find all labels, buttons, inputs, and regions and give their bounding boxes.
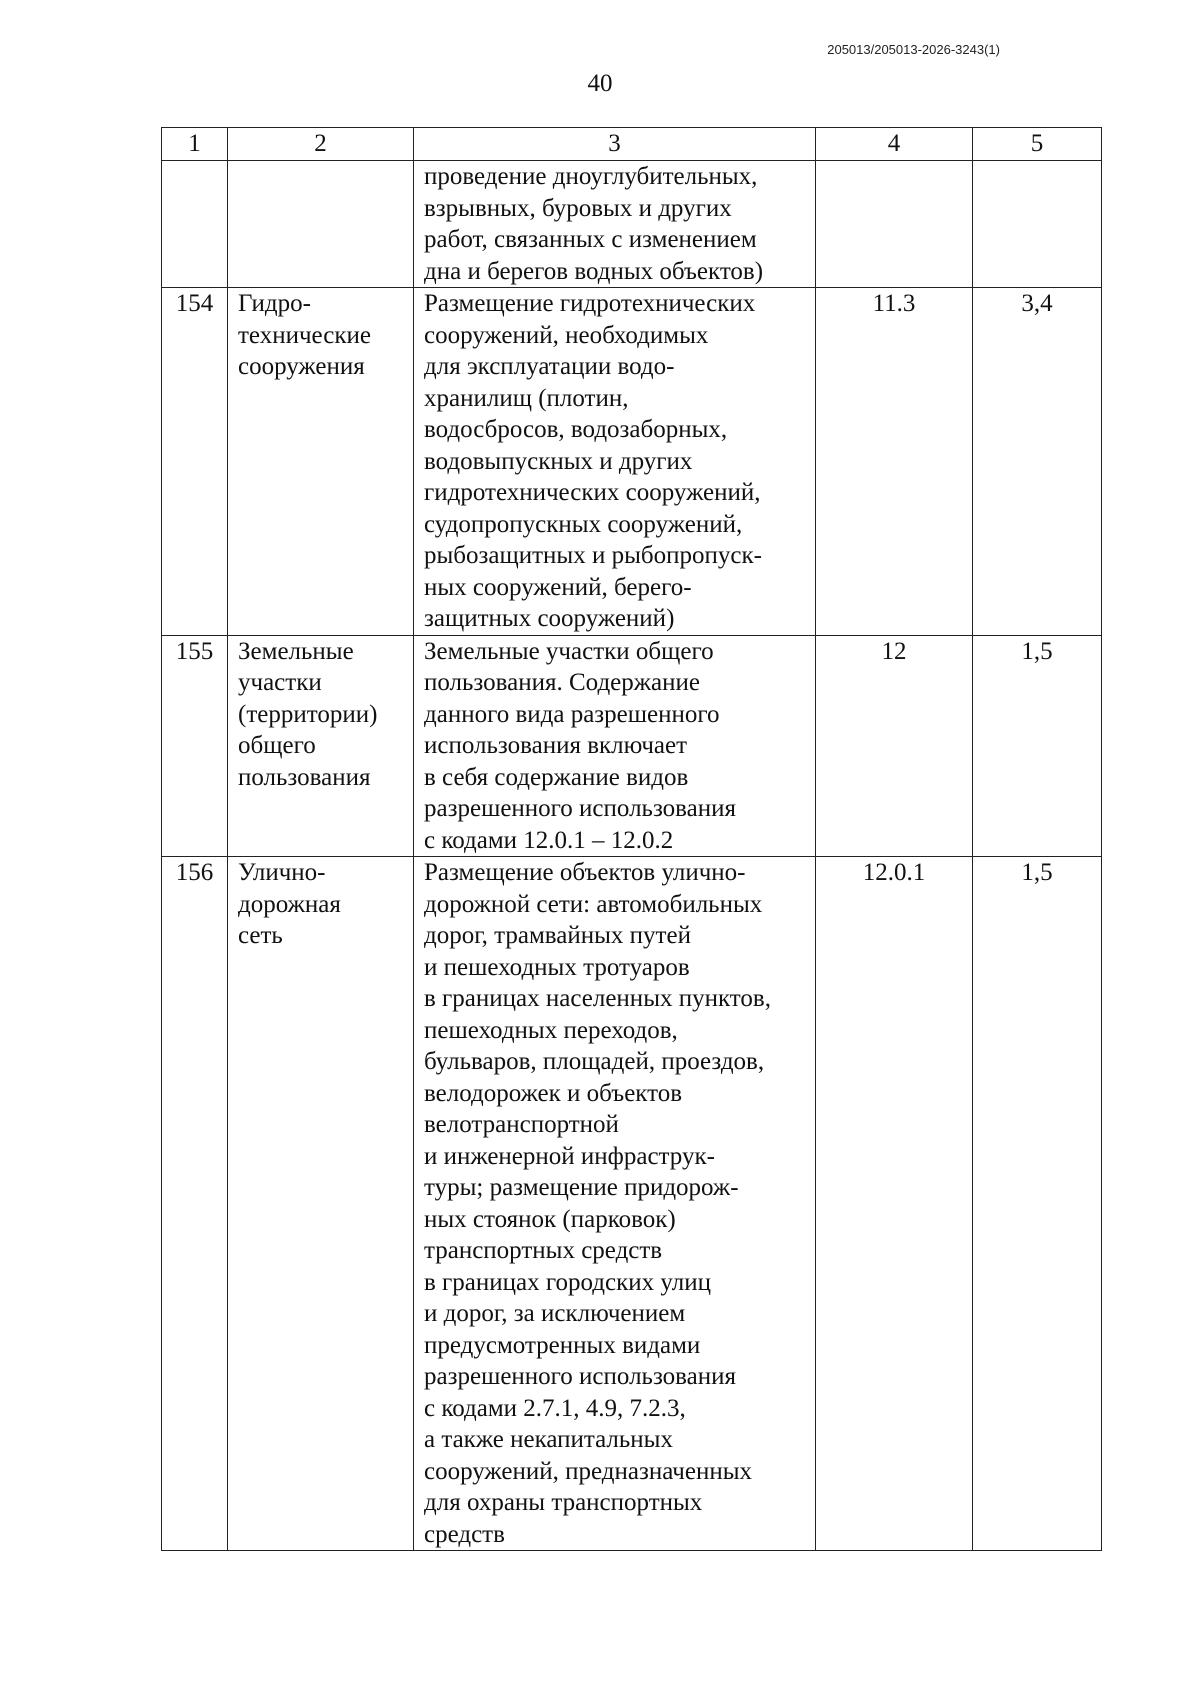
land-use-name-line: Земельные: [238, 637, 354, 665]
description-line: для охраны транспортных: [424, 1489, 703, 1516]
header-col-3: 3: [414, 128, 816, 161]
description-line: и дорог, за исключением: [424, 1300, 686, 1327]
parameter-value: 1,5: [973, 635, 1102, 857]
land-use-description: [414, 161, 816, 288]
land-use-description: [414, 857, 816, 1551]
table-row: [162, 635, 1102, 857]
description-line: Размещение объектов улично-: [424, 859, 746, 886]
description-line: предусмотренных видами: [424, 1331, 701, 1359]
description-line: велотранспортной: [424, 1111, 619, 1138]
table-row: [162, 288, 1102, 636]
description-line: для эксплуатации водо-: [424, 353, 675, 380]
description-line: водовыпускных и других: [424, 447, 693, 475]
page-number: 40: [587, 70, 613, 97]
description-line: Земельные участки общего: [424, 637, 714, 665]
description-line: сооружений, предназначенных: [424, 1457, 753, 1485]
table-header-row: [162, 128, 1102, 161]
parameter-value: 1,5: [973, 857, 1102, 1551]
description-line: средств: [424, 1520, 505, 1548]
parameter-value: 3,4: [973, 288, 1102, 636]
land-use-name: [228, 857, 414, 1551]
description-line: хранилищ (плотин,: [424, 384, 629, 412]
header-col-5: 5: [973, 128, 1102, 161]
description-line: разрешенного использования: [424, 1363, 737, 1390]
description-line: проведение дноуглубительных,: [424, 163, 758, 190]
land-use-name-line: пользования: [238, 763, 371, 791]
description-line: работ, связанных с изменением: [424, 226, 757, 253]
row-number: 155: [162, 635, 228, 857]
land-use-name: [228, 635, 414, 857]
description-line: в себя содержание видов: [424, 763, 689, 791]
description-line: и пешеходных тротуаров: [424, 953, 690, 981]
description-line: дорожной сети: автомобильных: [424, 890, 763, 918]
document-id: 205013/205013-2026-3243(1): [827, 42, 1000, 57]
description-line: пешеходных переходов,: [424, 1016, 678, 1044]
description-line: транспортных средств: [424, 1237, 663, 1264]
land-use-table: [161, 127, 1102, 1551]
land-use-name-line: (территории): [238, 700, 378, 728]
land-use-name: [228, 161, 414, 288]
table-row: [162, 161, 1102, 288]
land-use-name: [228, 288, 414, 636]
classifier-code: 12: [816, 635, 973, 857]
description-line: ных сооружений, берего-: [424, 573, 692, 601]
description-line: судопропускных сооружений,: [424, 510, 743, 538]
land-use-name-line: Улично-: [238, 859, 326, 886]
header-col-1: 1: [162, 128, 228, 161]
description-line: в границах населенных пунктов,: [424, 985, 771, 1012]
description-line: данного вида разрешенного: [424, 700, 720, 728]
description-line: использования включает: [424, 732, 688, 759]
description-line: и инженерной инфраструк-: [424, 1142, 715, 1170]
description-line: туры; размещение придорож-: [424, 1174, 739, 1201]
land-use-name-line: сеть: [238, 922, 283, 949]
classifier-code: 11.3: [816, 288, 973, 636]
parameter-value: [973, 161, 1102, 288]
description-line: дорог, трамвайных путей: [424, 922, 691, 949]
header-col-2: 2: [228, 128, 414, 161]
description-line: Размещение гидротехнических: [424, 290, 756, 317]
description-line: велодорожек и объектов: [424, 1079, 683, 1107]
description-line: защитных сооружений): [424, 605, 675, 632]
description-line: гидротехнических сооружений,: [424, 479, 761, 506]
description-line: пользования. Содержание: [424, 669, 700, 696]
description-line: взрывных, буровых и других: [424, 194, 732, 222]
land-use-description: [414, 635, 816, 857]
description-line: водосбросов, водозаборных,: [424, 416, 728, 443]
description-line: а также некапитальных: [424, 1426, 673, 1453]
classifier-code: [816, 161, 973, 288]
description-line: в границах городских улиц: [424, 1268, 712, 1296]
land-use-name-line: общего: [238, 732, 316, 759]
description-line: бульваров, площадей, проездов,: [424, 1048, 765, 1075]
description-line: сооружений, необходимых: [424, 321, 709, 349]
land-use-name-line: Гидро-: [238, 290, 311, 317]
description-line: с кодами 2.7.1, 4.9, 7.2.3,: [424, 1394, 686, 1422]
header-col-4: 4: [816, 128, 973, 161]
land-use-name-line: сооружения: [238, 353, 365, 380]
description-line: с кодами 12.0.1 – 12.0.2: [424, 826, 674, 854]
classifier-code: 12.0.1: [816, 857, 973, 1551]
land-use-name-line: технические: [238, 321, 371, 349]
row-number: 156: [162, 857, 228, 1551]
land-use-name-line: участки: [238, 669, 322, 696]
description-line: ных стоянок (парковок): [424, 1205, 676, 1233]
table-row: [162, 857, 1102, 1551]
row-number: 154: [162, 288, 228, 636]
row-number: [162, 161, 228, 288]
description-line: дна и берегов водных объектов): [424, 257, 764, 285]
description-line: разрешенного использования: [424, 795, 737, 822]
description-line: рыбозащитных и рыбопропуск-: [424, 542, 762, 569]
land-use-description: [414, 288, 816, 636]
land-use-name-line: дорожная: [238, 890, 341, 918]
